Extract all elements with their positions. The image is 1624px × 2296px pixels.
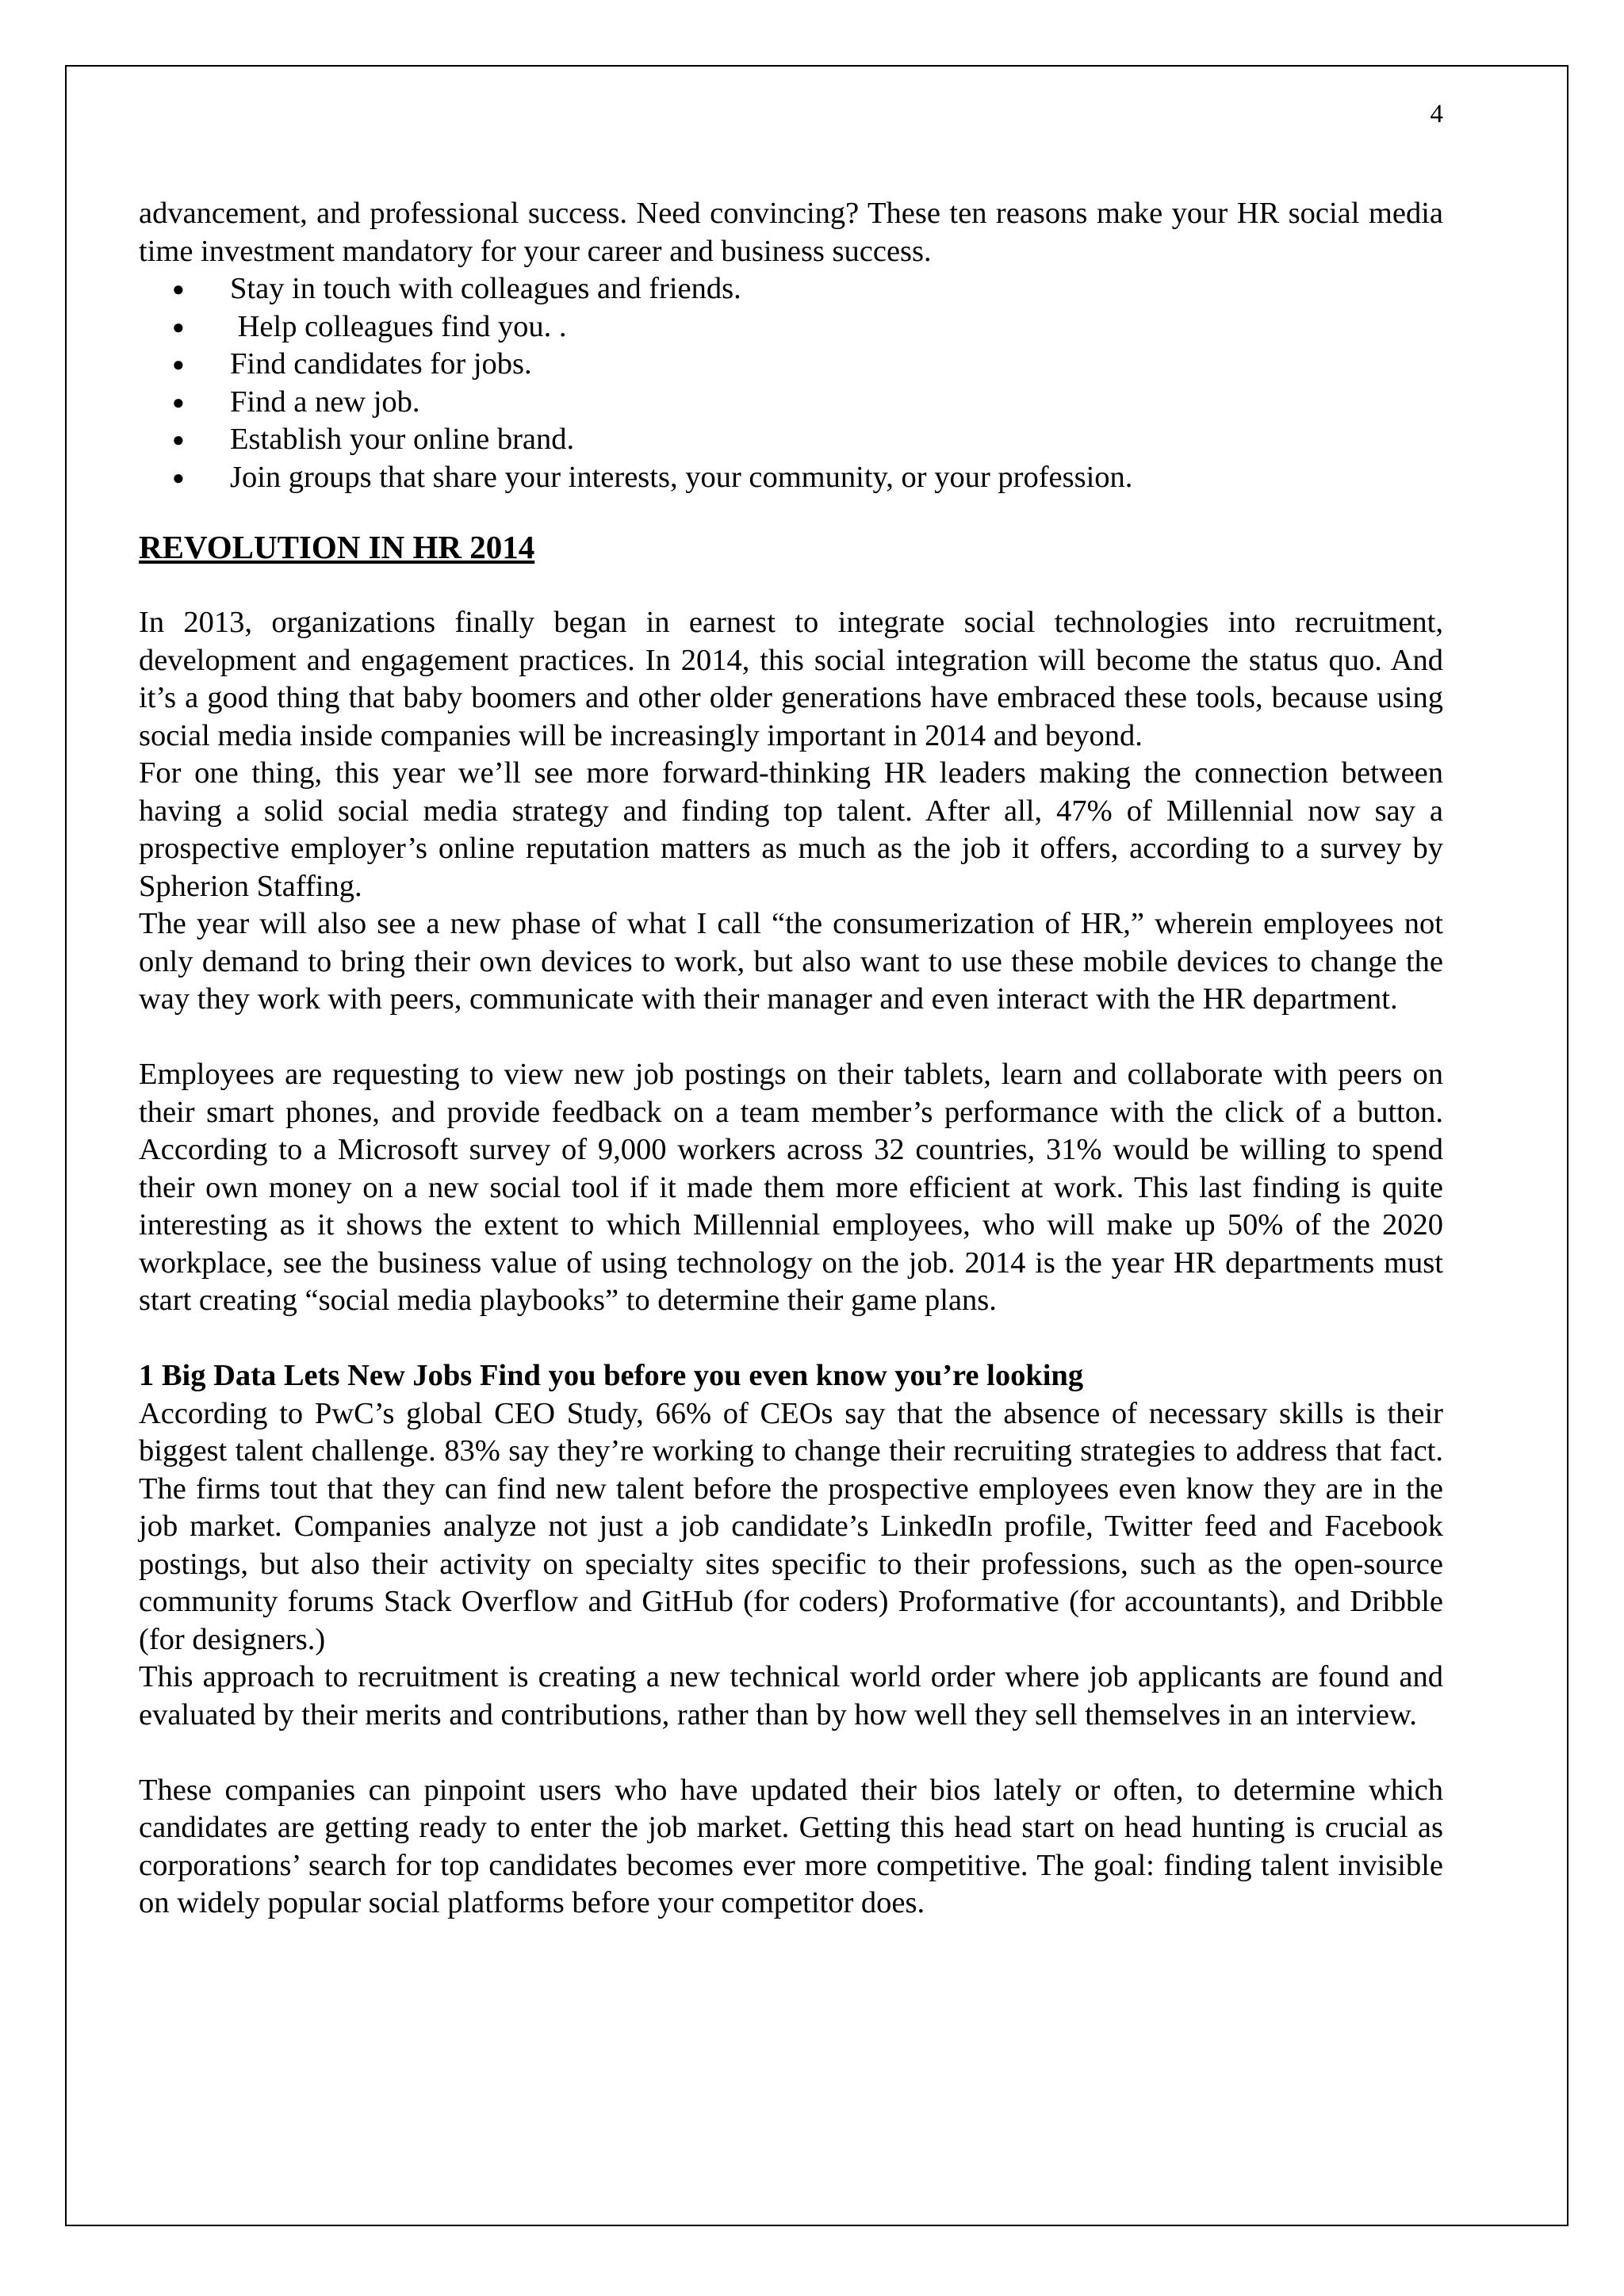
list-item — [139, 421, 1443, 459]
subsection-paragraph: This approach to recruitment is creating a new technical world order where job applicants are found and evaluated by their merits and contributions, rather than by how well they sell themselves in an interview. — [139, 1660, 1443, 1732]
section-paragraph: For one thing, this year we’ll see more forward-thinking HR leaders making the connection between having a solid social media strategy and finding top talent. After all, 47% of Millennial now say a prospective employer’s online reputation matters as much as the job it offers, according to a survey by Spherion Staffing. — [139, 756, 1443, 903]
subsection-heading: 1 Big Data Lets New Jobs Find you before you even know you’re looking — [139, 1359, 1084, 1392]
list-item — [139, 270, 1443, 308]
list-item — [139, 308, 1443, 346]
list-item — [139, 384, 1443, 422]
section-paragraph: In 2013, organizations finally began in earnest to integrate social technologies into recruitment, development and engagement practices. In 2014, this social integration will become the status quo. And it’s a good thing that baby boomers and other older generations have embraced these tools, because using social media inside companies will be increasingly important in 2014 and beyond. — [139, 606, 1443, 752]
list-item-text: Help colleagues find you. . — [230, 309, 567, 343]
page-number: 4 — [1430, 100, 1443, 128]
section-paragraph: The year will also see a new phase of what I call “the consumerization of HR,” wherein employees not only demand to bring their own devices to work, but also want to use these mobile devices to change the way they work with peers, communicate with their manager and even interact with the HR department. — [139, 907, 1443, 1016]
bullet-icon: ● — [172, 277, 185, 300]
spacer — [139, 1734, 1443, 1772]
section-heading: REVOLUTION IN HR 2014 — [139, 529, 535, 565]
list-item-text: Establish your online brand. — [230, 423, 575, 456]
spacer — [139, 496, 1443, 525]
list-item-text: Stay in touch with colleagues and friends. — [230, 272, 741, 305]
list-item-text: Find candidates for jobs. — [230, 347, 532, 381]
bullet-icon: ● — [172, 465, 185, 489]
subsection-paragraph: According to PwC’s global CEO Study, 66% of CEOs say that the absence of necessary skills is their biggest talent challenge. 83% say they’re working to change their recruiting strategies to address that fact. The firms tout that they can find new talent before the prospective employees even know they are in the job market. Companies analyze not just a job candidate’s LinkedIn profile, Twitter feed and Facebook postings, but also their activity on specialty sites specific to their professions, such as the open-source community forums Stack Overflow and GitHub (for coders) Proformative (for accountants), and Dribble (for designers.) — [139, 1396, 1443, 1656]
spacer — [139, 1019, 1443, 1057]
spacer — [139, 1320, 1443, 1358]
list-item — [139, 346, 1443, 384]
subsection-paragraph: These companies can pinpoint users who have updated their bios lately or often, to determine which candidates are getting ready to enter the job market. Getting this head start on head hunting is crucial as corporations’ search for top candidates becomes ever more competitive. The goal: finding talent invisible on widely popular social platforms before your competitor does. — [139, 1773, 1443, 1919]
intro-paragraph: advancement, and professional success. Need convincing? These ten reasons make your HR social media time investment mandatory for your career and business success. — [139, 197, 1443, 268]
bullet-icon: ● — [172, 353, 185, 376]
list-item-text: Find a new job. — [230, 385, 420, 419]
bullet-icon: ● — [172, 428, 185, 451]
section-paragraph: Employees are requesting to view new job postings on their tablets, learn and collaborate with peers on their smart phones, and provide feedback on a team member’s performance with the click of a button. According to a Microsoft survey of 9,000 workers across 32 countries, 31% would be willing to spend their own money on a new social tool if it made them more efficient at work. This last finding is quite interesting as it shows the extent to which Millennial employees, who will make up 50% of the 2020 workplace, see the business value of using technology on the job. 2014 is the year HR departments must start creating “social media playbooks” to determine their game plans. — [139, 1058, 1443, 1317]
list-item — [139, 459, 1443, 497]
spacer — [139, 569, 1443, 604]
document-body — [139, 195, 1443, 1923]
bullet-icon: ● — [172, 390, 185, 414]
list-item-text: Join groups that share your interests, your community, or your profession. — [230, 460, 1133, 494]
reasons-list — [139, 270, 1443, 496]
bullet-icon: ● — [172, 315, 185, 339]
